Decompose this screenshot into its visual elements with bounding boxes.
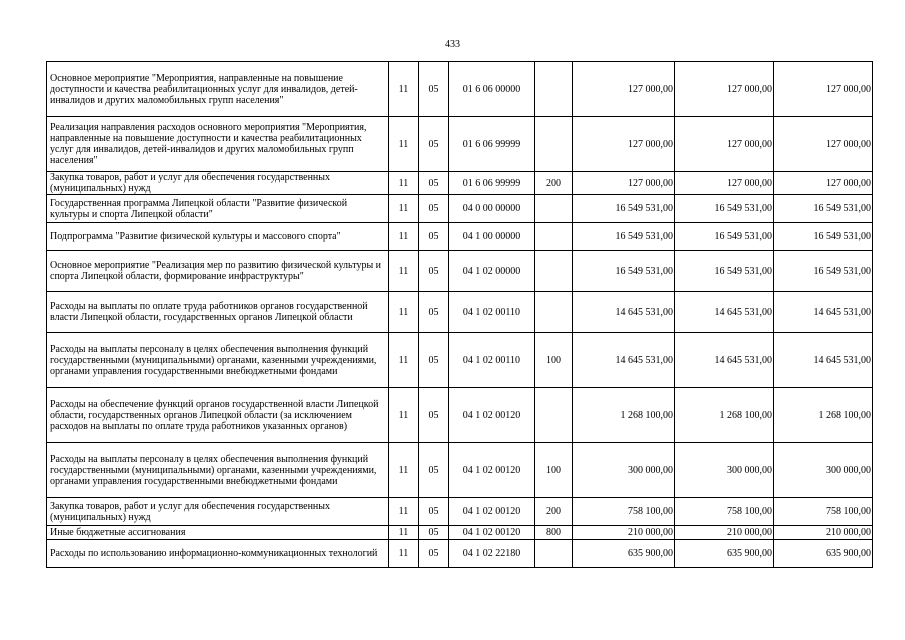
row-name: Государственная программа Липецкой области "Развитие физической культуры и спорта Липецкой области": [47, 195, 389, 223]
row-amount-1: 210 000,00: [573, 526, 675, 540]
row-amount-3: 1 268 100,00: [774, 388, 873, 443]
row-subsection-code: 05: [419, 333, 449, 388]
row-name: Основное мероприятие "Реализация мер по развитию физической культуры и спорта Липецкой области, формирование инфраструктуры": [47, 251, 389, 292]
row-target-article: 04 1 02 00110: [449, 333, 535, 388]
row-name: Расходы по использованию информационно-коммуникационных технологий: [47, 540, 389, 568]
row-name: Расходы на выплаты по оплате труда работников органов государственной власти Липецкой области, государственных органов Липецкой области: [47, 292, 389, 333]
row-subsection-code: 05: [419, 526, 449, 540]
row-amount-2: 300 000,00: [675, 443, 774, 498]
row-amount-1: 14 645 531,00: [573, 333, 675, 388]
row-amount-1: 300 000,00: [573, 443, 675, 498]
row-name: Реализация направления расходов основного мероприятия "Мероприятия, направленные на повышение доступности и качества реабилитационных услуг для инвалидов, детей-инвалидов и других маломобильных групп населения": [47, 117, 389, 172]
row-name: Закупка товаров, работ и услуг для обеспечения государственных (муниципальных) нужд: [47, 498, 389, 526]
row-name: Расходы на выплаты персоналу в целях обеспечения выполнения функций государственными (муниципальными) органами, казенными учреждениями, органами управления государственными внебюджетными фондами: [47, 333, 389, 388]
row-section-code: 11: [389, 333, 419, 388]
table-row: [47, 443, 873, 498]
row-subsection-code: 05: [419, 292, 449, 333]
row-target-article: 01 6 06 00000: [449, 62, 535, 117]
row-amount-2: 635 900,00: [675, 540, 774, 568]
row-amount-3: 300 000,00: [774, 443, 873, 498]
row-name: Расходы на выплаты персоналу в целях обеспечения выполнения функций государственными (муниципальными) органами, казенными учреждениями, органами управления государственными внебюджетными фондами: [47, 443, 389, 498]
row-amount-2: 127 000,00: [675, 117, 774, 172]
row-amount-2: 1 268 100,00: [675, 388, 774, 443]
row-expense-type: 200: [535, 498, 573, 526]
table-row: [47, 62, 873, 117]
row-amount-3: 16 549 531,00: [774, 223, 873, 251]
row-name: Иные бюджетные ассигнования: [47, 526, 389, 540]
row-expense-type: [535, 251, 573, 292]
row-name: Подпрограмма "Развитие физической культуры и массового спорта": [47, 223, 389, 251]
row-section-code: 11: [389, 443, 419, 498]
row-expense-type: 100: [535, 443, 573, 498]
row-amount-1: 1 268 100,00: [573, 388, 675, 443]
row-section-code: 11: [389, 498, 419, 526]
row-amount-3: 127 000,00: [774, 117, 873, 172]
row-subsection-code: 05: [419, 223, 449, 251]
row-amount-1: 16 549 531,00: [573, 195, 675, 223]
row-amount-2: 14 645 531,00: [675, 292, 774, 333]
row-target-article: 04 1 02 00120: [449, 526, 535, 540]
row-subsection-code: 05: [419, 388, 449, 443]
row-amount-3: 16 549 531,00: [774, 195, 873, 223]
page-number: 433: [445, 39, 460, 50]
row-amount-1: 127 000,00: [573, 62, 675, 117]
budget-table: [46, 61, 873, 568]
row-subsection-code: 05: [419, 251, 449, 292]
row-section-code: 11: [389, 117, 419, 172]
row-amount-1: 127 000,00: [573, 117, 675, 172]
row-subsection-code: 05: [419, 540, 449, 568]
row-amount-2: 16 549 531,00: [675, 223, 774, 251]
row-expense-type: [535, 62, 573, 117]
row-amount-1: 16 549 531,00: [573, 251, 675, 292]
row-expense-type: [535, 388, 573, 443]
row-amount-1: 635 900,00: [573, 540, 675, 568]
row-amount-1: 758 100,00: [573, 498, 675, 526]
row-section-code: 11: [389, 526, 419, 540]
row-expense-type: [535, 223, 573, 251]
table-row: [47, 498, 873, 526]
budget-table-body: [47, 62, 873, 568]
table-row: [47, 526, 873, 540]
row-section-code: 11: [389, 195, 419, 223]
row-amount-2: 758 100,00: [675, 498, 774, 526]
row-target-article: 04 1 02 22180: [449, 540, 535, 568]
row-subsection-code: 05: [419, 195, 449, 223]
table-row: [47, 117, 873, 172]
row-expense-type: 100: [535, 333, 573, 388]
row-subsection-code: 05: [419, 117, 449, 172]
table-row: [47, 540, 873, 568]
table-row: [47, 223, 873, 251]
row-amount-2: 127 000,00: [675, 62, 774, 117]
row-amount-3: 16 549 531,00: [774, 251, 873, 292]
row-subsection-code: 05: [419, 62, 449, 117]
row-target-article: 01 6 06 99999: [449, 172, 535, 195]
row-section-code: 11: [389, 540, 419, 568]
row-amount-1: 16 549 531,00: [573, 223, 675, 251]
table-row: [47, 292, 873, 333]
table-row: [47, 172, 873, 195]
row-section-code: 11: [389, 388, 419, 443]
row-section-code: 11: [389, 172, 419, 195]
row-name: Расходы на обеспечение функций органов государственной власти Липецкой области, государственных органов Липецкой области (за исключением расходов на выплаты по оплате труда работников указанных органов): [47, 388, 389, 443]
row-target-article: 04 1 02 00110: [449, 292, 535, 333]
table-row: [47, 195, 873, 223]
row-section-code: 11: [389, 292, 419, 333]
table-row: [47, 251, 873, 292]
row-section-code: 11: [389, 62, 419, 117]
row-subsection-code: 05: [419, 172, 449, 195]
row-amount-1: 14 645 531,00: [573, 292, 675, 333]
row-amount-2: 16 549 531,00: [675, 195, 774, 223]
row-amount-3: 758 100,00: [774, 498, 873, 526]
row-name: Закупка товаров, работ и услуг для обеспечения государственных (муниципальных) нужд: [47, 172, 389, 195]
row-expense-type: [535, 117, 573, 172]
row-target-article: 04 1 02 00120: [449, 388, 535, 443]
row-subsection-code: 05: [419, 498, 449, 526]
row-amount-1: 127 000,00: [573, 172, 675, 195]
row-amount-2: 210 000,00: [675, 526, 774, 540]
row-expense-type: [535, 292, 573, 333]
row-amount-3: 635 900,00: [774, 540, 873, 568]
row-amount-3: 14 645 531,00: [774, 333, 873, 388]
row-expense-type: [535, 540, 573, 568]
row-amount-2: 16 549 531,00: [675, 251, 774, 292]
row-expense-type: [535, 195, 573, 223]
row-subsection-code: 05: [419, 443, 449, 498]
row-amount-2: 127 000,00: [675, 172, 774, 195]
row-target-article: 04 1 02 00120: [449, 443, 535, 498]
row-target-article: 04 1 02 00120: [449, 498, 535, 526]
row-amount-2: 14 645 531,00: [675, 333, 774, 388]
row-target-article: 04 1 02 00000: [449, 251, 535, 292]
row-amount-3: 127 000,00: [774, 62, 873, 117]
row-expense-type: 800: [535, 526, 573, 540]
row-amount-3: 210 000,00: [774, 526, 873, 540]
row-expense-type: 200: [535, 172, 573, 195]
table-row: [47, 388, 873, 443]
row-amount-3: 127 000,00: [774, 172, 873, 195]
row-section-code: 11: [389, 223, 419, 251]
row-name: Основное мероприятие "Мероприятия, направленные на повышение доступности и качества реабилитационных услуг для инвалидов, детей-инвалидов и других маломобильных групп населения": [47, 62, 389, 117]
table-row: [47, 333, 873, 388]
row-target-article: 04 0 00 00000: [449, 195, 535, 223]
row-target-article: 01 6 06 99999: [449, 117, 535, 172]
row-section-code: 11: [389, 251, 419, 292]
row-target-article: 04 1 00 00000: [449, 223, 535, 251]
row-amount-3: 14 645 531,00: [774, 292, 873, 333]
